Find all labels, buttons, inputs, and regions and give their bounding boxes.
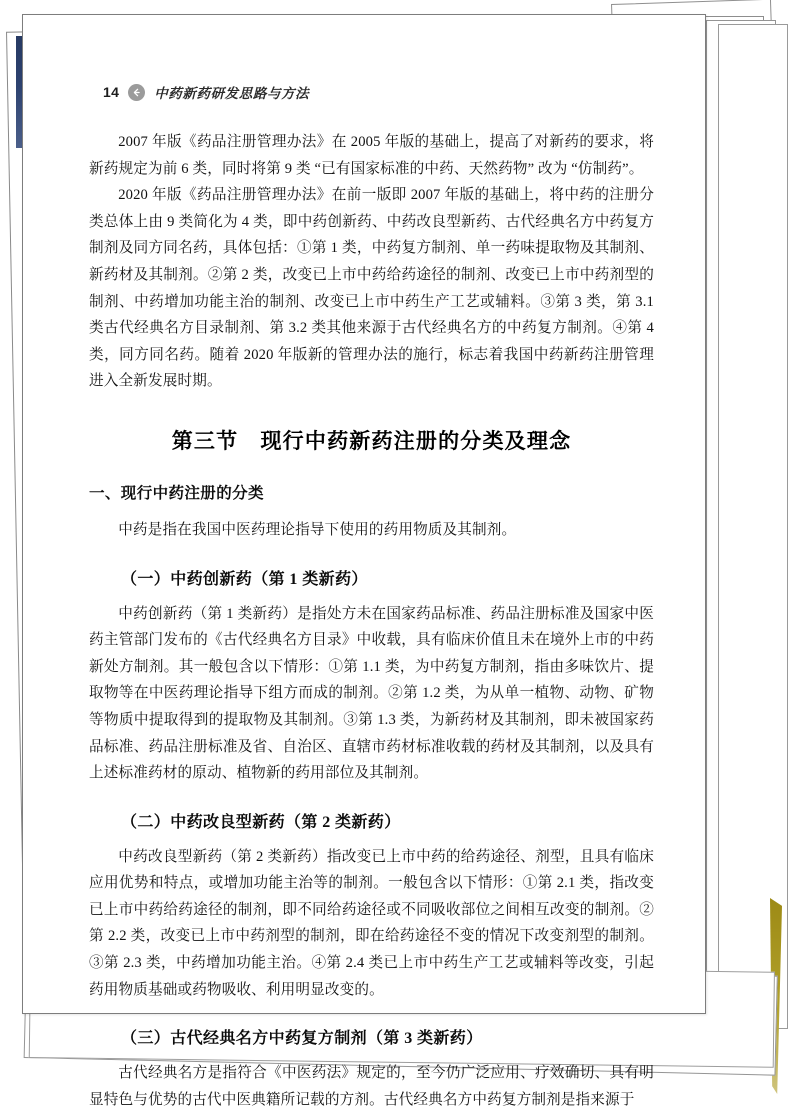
paragraph: 中药创新药（第 1 类新药）是指处方未在国家药品标准、药品注册标准及国家中医药主管部门发布的《古代经典名方目录》中收载，具有临床价值且未在境外上市的中药新处方制剂。其一般包含以下情形：①第 1.1 类，为中药复方制剂，指由多味饮片、提取物等在中医药理论指导下组方而成的制剂。②第 1.2 类，为从单一植物、动物、矿物等物质中提取得到的提取物及其制剂。③第 1.3 类，为新药材及其制剂，即未被国家药品标准、药品注册标准及省、自治区、直辖市药材标准收载的药材及其制剂，以及具有上述标准药材的原动、植物新的药用部位及其制剂。 — [89, 605, 654, 782]
paragraph: 2007 年版《药品注册管理办法》在 2005 年版的基础上，提高了对新药的要求，将新药规定为前 6 类，同时将第 9 类 “已有国家标准的中药、天然药物” 改为 “仿制药”。 — [89, 134, 654, 177]
paragraph: 古代经典名方是指符合《中医药法》规定的，至今仍广泛应用、疗效确切、具有明显特色与优势的古代中医典籍所记载的方剂。古代经典名方中药复方制剂是指来源于 — [89, 1065, 654, 1108]
paragraph: 中药是指在我国中医药理论指导下使用的药用物质及其制剂。 — [118, 521, 517, 538]
running-head — [89, 81, 654, 103]
back-arrow-icon — [128, 84, 145, 101]
background-sheet-right-1 — [718, 24, 788, 1029]
paragraph: 2020 年版《药品注册管理办法》在前一版即 2007 年版的基础上，将中药的注册分类总体上由 9 类简化为 4 类，即中药创新药、中药改良型新药、古代经典名方中药复方制剂及同方同名药，具体包括：①第 1 类，中药复方制剂、单一药味提取物及其制剂、新药材及其制剂。②第 2 类，改变已上市中药给药途径的制剂、改变已上市中药剂型的制剂、中药增加功能主治的制剂、改变已上市中药生产工艺或辅料。③第 3 类，第 3.1 类古代经典名方目录制剂、第 3.2 类其他来源于古代经典名方的中药复方制剂。④第 4 类，同方同名药。随着 2020 年版新的管理办法的施行，标志着我国中药新药注册管理进入全新发展时期。 — [89, 187, 654, 390]
heading-level-one: 一、现行中药注册的分类 — [89, 484, 264, 502]
section-heading: 第三节 现行中药新药注册的分类及理念 — [171, 428, 572, 453]
subheading-two: （二）中药改良型新药（第 2 类新药） — [121, 813, 401, 831]
paragraph: 中药改良型新药（第 2 类新药）指改变已上市中药的给药途径、剂型，且具有临床应用优势和特点，或增加功能主治等的制剂。一般包含以下情形：①第 2.1 类，指改变已上市中药给药途径的制剂，即不同给药途径或不同吸收部位之间相互改变的制剂。②第 2.2 类，改变已上市中药剂型的制剂，即在给药途径不变的情况下改变剂型的制剂。③第 2.3 类，中药增加功能主治。④第 2.4 类已上市中药生产工艺或辅料等改变，引起药用物质基础或药物吸收、利用明显改变的。 — [89, 848, 654, 998]
subheading-one: （一）中药创新药（第 1 类新药） — [121, 570, 368, 588]
page-number: 14 — [103, 84, 120, 100]
page-text-column — [89, 81, 654, 1113]
subheading-three: （三）古代经典名方中药复方制剂（第 3 类新药） — [121, 1030, 483, 1048]
running-head-title: 中药新药研发思路与方法 — [154, 86, 310, 101]
book-page — [22, 14, 706, 1108]
